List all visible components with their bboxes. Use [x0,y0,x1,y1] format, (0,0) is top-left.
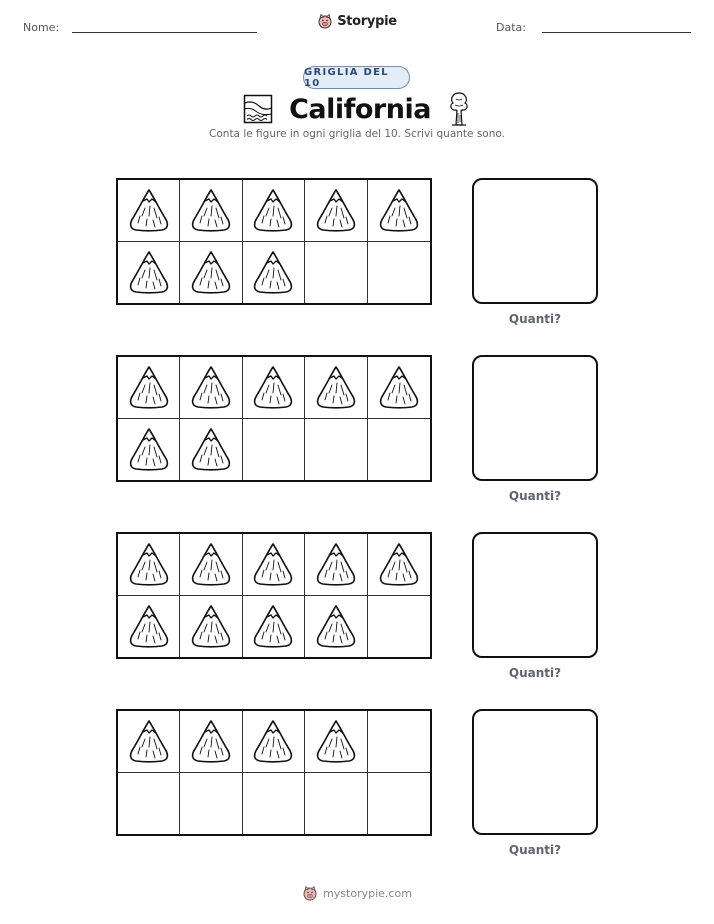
ten-frame-cell [243,357,305,419]
mountain-icon [250,363,296,411]
mountain-icon [188,717,234,765]
ten-frame-cell [118,419,180,481]
coast-waves-icon [243,94,273,124]
mountain-icon [188,425,234,473]
ten-frame-cell [368,596,430,658]
ten-frame-cell [368,242,430,304]
ten-frame-cell [243,180,305,242]
instructions: Conta le figure in ogni griglia del 10. Scrivi quante sono. [209,128,505,140]
worksheet-type-badge: GRIGLIA DEL 10 [303,66,410,89]
mountain-icon [188,540,234,588]
ten-frame [116,532,432,659]
ten-frame-cell [305,242,367,304]
name-line[interactable] [72,32,257,33]
mountain-icon [376,186,422,234]
ten-frame-cell [180,773,242,835]
ten-frame-cell [118,242,180,304]
ten-frame-cell [118,773,180,835]
date-line[interactable] [542,32,691,33]
ten-frame-cell [243,596,305,658]
mountain-icon [250,540,296,588]
ten-frame-cell [305,596,367,658]
mountain-icon [313,186,359,234]
ten-frame-cell [305,180,367,242]
mountain-icon [126,602,172,650]
mountain-icon [126,425,172,473]
mountain-icon [250,186,296,234]
answer-label: Quanti? [508,666,562,680]
mountain-icon [126,363,172,411]
mountain-icon [313,540,359,588]
answer-label: Quanti? [508,489,562,503]
page-title: California [289,93,431,125]
name-label: Nome: [23,21,60,34]
ten-frame-cell [305,773,367,835]
title-row [0,88,714,130]
ten-frame-cell [305,711,367,773]
ten-frame-cell [368,357,430,419]
ten-frame-cell [180,711,242,773]
mountain-icon [188,602,234,650]
brand-name: Storypie [337,13,397,29]
mountain-icon [126,248,172,296]
mountain-icon [376,540,422,588]
ten-frame-cell [180,180,242,242]
mountain-icon [188,186,234,234]
ten-frame [116,709,432,836]
footer [0,885,714,901]
redwood-tree-icon [447,91,471,127]
ten-frame [116,178,432,305]
ten-frame-cell [118,596,180,658]
pig-mascot-icon [317,13,333,29]
ten-frame-cell [305,419,367,481]
mountain-icon [313,717,359,765]
ten-frame-cell [243,242,305,304]
ten-frame-cell [118,534,180,596]
date-label: Data: [496,21,526,34]
answer-box[interactable] [472,532,598,658]
ten-frame-cell [368,419,430,481]
mountain-icon [313,363,359,411]
ten-frame-cell [180,357,242,419]
ten-frame-cell [118,357,180,419]
mountain-icon [250,602,296,650]
answer-label: Quanti? [508,843,562,857]
brand-logo [0,13,714,29]
mountain-icon [126,186,172,234]
footer-url: mystorypie.com [323,886,412,900]
answer-label: Quanti? [508,312,562,326]
mountain-icon [313,602,359,650]
answer-box[interactable] [472,709,598,835]
ten-frame-cell [180,596,242,658]
ten-frame-cell [180,419,242,481]
ten-frame-cell [243,419,305,481]
ten-frame-cell [180,534,242,596]
ten-frame-cell [180,242,242,304]
answer-box[interactable] [472,355,598,481]
pig-mascot-icon [302,885,318,901]
ten-frame-cell [368,180,430,242]
ten-frame-cell [243,711,305,773]
mountain-icon [126,540,172,588]
mountain-icon [250,248,296,296]
ten-frame-cell [305,534,367,596]
ten-frame-cell [368,534,430,596]
ten-frame-cell [118,711,180,773]
ten-frame-cell [305,357,367,419]
mountain-icon [126,717,172,765]
ten-frame-cell [368,773,430,835]
answer-box[interactable] [472,178,598,304]
mountain-icon [376,363,422,411]
ten-frame-cell [118,180,180,242]
ten-frame-cell [243,773,305,835]
ten-frame-cell [243,534,305,596]
mountain-icon [188,363,234,411]
ten-frame-cell [368,711,430,773]
mountain-icon [250,717,296,765]
ten-frame [116,355,432,482]
mountain-icon [188,248,234,296]
